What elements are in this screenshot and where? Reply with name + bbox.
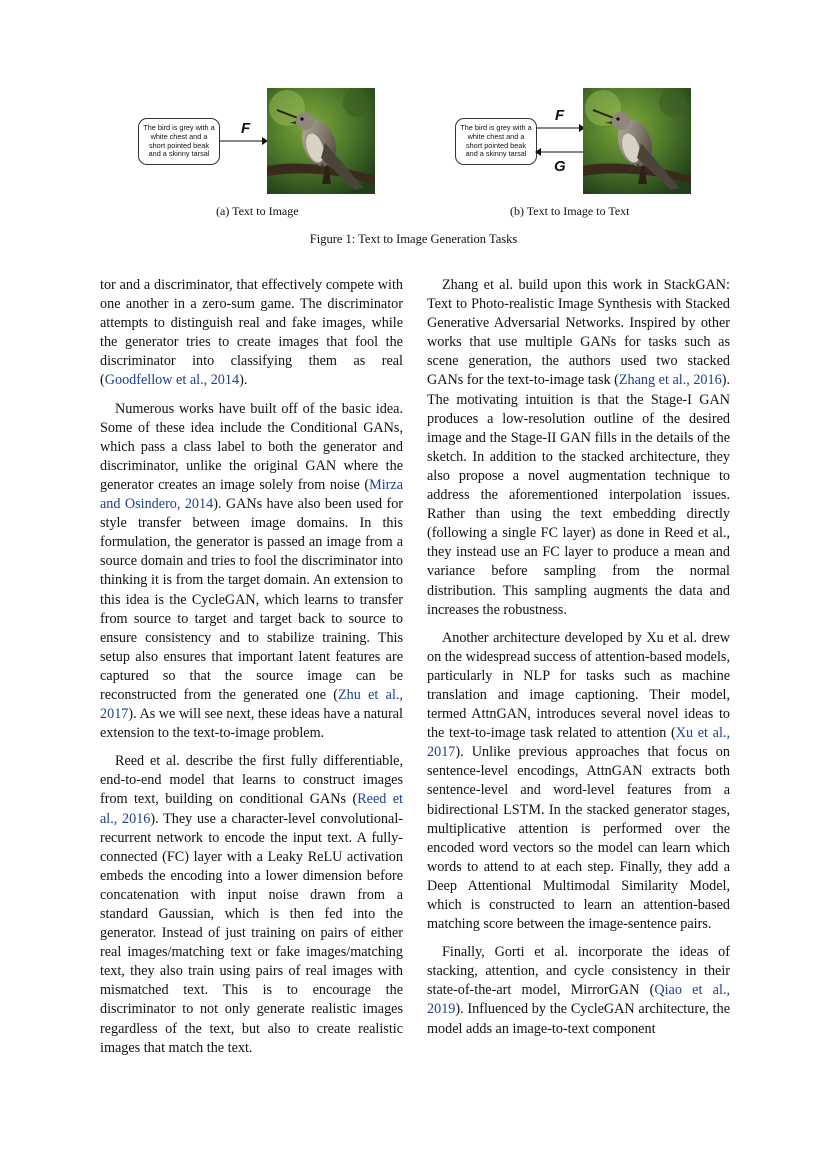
text-span: Numerous works have built off of the basic idea. Some of these idea include the Conditional GANs, which pass a class label to both the generator and discriminator, unlike the original GAN where the generator creates an image solely from noise ( <box>100 400 403 493</box>
text-span: Another architecture developed by Xu et al. drew on the widespread success of attention-based models, particularly in NLP for tasks such as machine translation and image captioning. Their model, termed AttnGAN, introduces several novel ideas to the text-to-image task related to attention ( <box>427 629 730 742</box>
text-span: Zhang et al. build upon this work in StackGAN: Text to Photo-realistic Image Synthesis with Stacked Generative Adversarial Networks. Inspired by other works that use multiple GANs for tasks such as scene generation, the authors used two stacked GANs for the text-to-image task ( <box>427 277 730 389</box>
text-span: Reed et al. describe the first fully differentiable, end-to-end model that learns to construct images from text, building on conditional GANs ( <box>100 753 403 808</box>
right-column <box>427 276 730 1048</box>
text-span: ). Influenced by the CycleGAN architecture, the model adds an image-to-text component <box>427 1001 730 1037</box>
panel-b-bird-image <box>583 88 691 194</box>
panel-b-caption: (b) Text to Image to Text <box>510 204 630 218</box>
text-span: ). As we will see next, these ideas have a natural extension to the text-to-image problem. <box>100 706 403 742</box>
text-span: tor and a discriminator, that effectively compete with one another in a zero-sum game. The discriminator attempts to distinguish real and fake images, while the generator tries to create images that fool the discriminator into classifying them as real ( <box>100 277 403 389</box>
text-span: ). GANs have also been used for style transfer between image domains. In this formulation, the generator is passed an image from a source domain and tries to fool the discriminator into thinking it is from the target domain. An extension to this idea is the CycleGAN, which learns to transfer from source to target and target back to source to ensure consistency and to stabilize training. This setup also ensures that important latent features are captured so that the source image can be reconstructed from the generated one ( <box>100 496 404 703</box>
panel-a-caption: (a) Text to Image <box>216 204 299 218</box>
text-span: ). Unlike previous approaches that focus on sentence-level encodings, AttnGAN extracts both sentence-level and word-level features from a bidirectional LSTM. In the stacked generator stages, multiplicative attention is performed over the encoded word vectors so the model can learn which words to attend to at each step. Finally, they add a Deep Attentional Multimodal Similarity Model, which is constructed to learn an attention-based matching score between the image-sentence pairs. <box>427 744 730 933</box>
right-paragraph-1 <box>427 276 730 620</box>
figure-caption: Figure 1: Text to Image Generation Tasks <box>309 232 518 246</box>
citation-link[interactable]: Reed et al., 2016 <box>100 791 403 827</box>
text-span: ). They use a character-level convolutional-recurrent network to encode the input text. A fully-connected (FC) layer with a Leaky ReLU activation embeds the encoding into a lower dimension before concatenation with input noise drawn from a standard Gaussian, which is then fed into the generator. Instead of just training on pairs of either real images/matching text or fake images/matching text, they also train using pairs of real images with mismatched text. This is to encourage the discriminator to not only generate realistic images regardless of the text, but also to create realistic images that match the text. <box>100 810 403 1056</box>
left-paragraph-2 <box>100 400 403 744</box>
citation-link[interactable]: Zhang et al., 2016 <box>618 372 722 389</box>
right-paragraph-2 <box>427 629 730 935</box>
citation-link[interactable]: Mirza and Osindero, 2014 <box>100 476 403 513</box>
panel-b-text-box: The bird is grey with a white chest and a short pointed beak and a skinny tarsal <box>455 118 537 165</box>
panel-a-f-label: F <box>241 120 251 137</box>
citation-link[interactable]: Qiao et al., 2019 <box>427 982 730 1018</box>
panel-b-f-label: F <box>555 107 565 124</box>
text-span: ). The motivating intuition is that the Stage-I GAN produces a low-resolution outline of the desired image and the Stage-II GAN fills in the details of the sketch. In addition to the stacked architecture, they also propose a novel augmentation technique to address the aforementioned interpolation issues. Rather than using the text embedding directly (following a single FC layer) as done in Reed et al., they instead use an FC layer to produce a mean and variance before sampling from the normal distribution. This sampling augments the data and increases the robustness. <box>427 372 730 618</box>
right-paragraph-3 <box>427 943 730 1038</box>
citation-link[interactable]: Goodfellow et al., 2014 <box>104 372 240 389</box>
left-column <box>100 276 403 1067</box>
panel-b-backward-arrow <box>535 146 585 158</box>
panel-a-bird-image <box>267 88 375 194</box>
citation-link[interactable]: Xu et al., 2017 <box>427 725 730 761</box>
left-paragraph-3 <box>100 752 403 1058</box>
left-paragraph-1 <box>100 276 403 391</box>
text-span: ). <box>239 372 248 389</box>
text-span: Finally, Gorti et al. incorporate the ideas of stacking, attention, and cycle consistency in their state-of-the-art model, MirrorGAN ( <box>427 944 730 999</box>
citation-link[interactable]: Zhu et al., 2017 <box>100 686 403 723</box>
panel-b-g-label: G <box>554 158 566 175</box>
panel-a-text-box: The bird is grey with a white chest and a short pointed beak and a skinny tarsal <box>138 118 220 165</box>
